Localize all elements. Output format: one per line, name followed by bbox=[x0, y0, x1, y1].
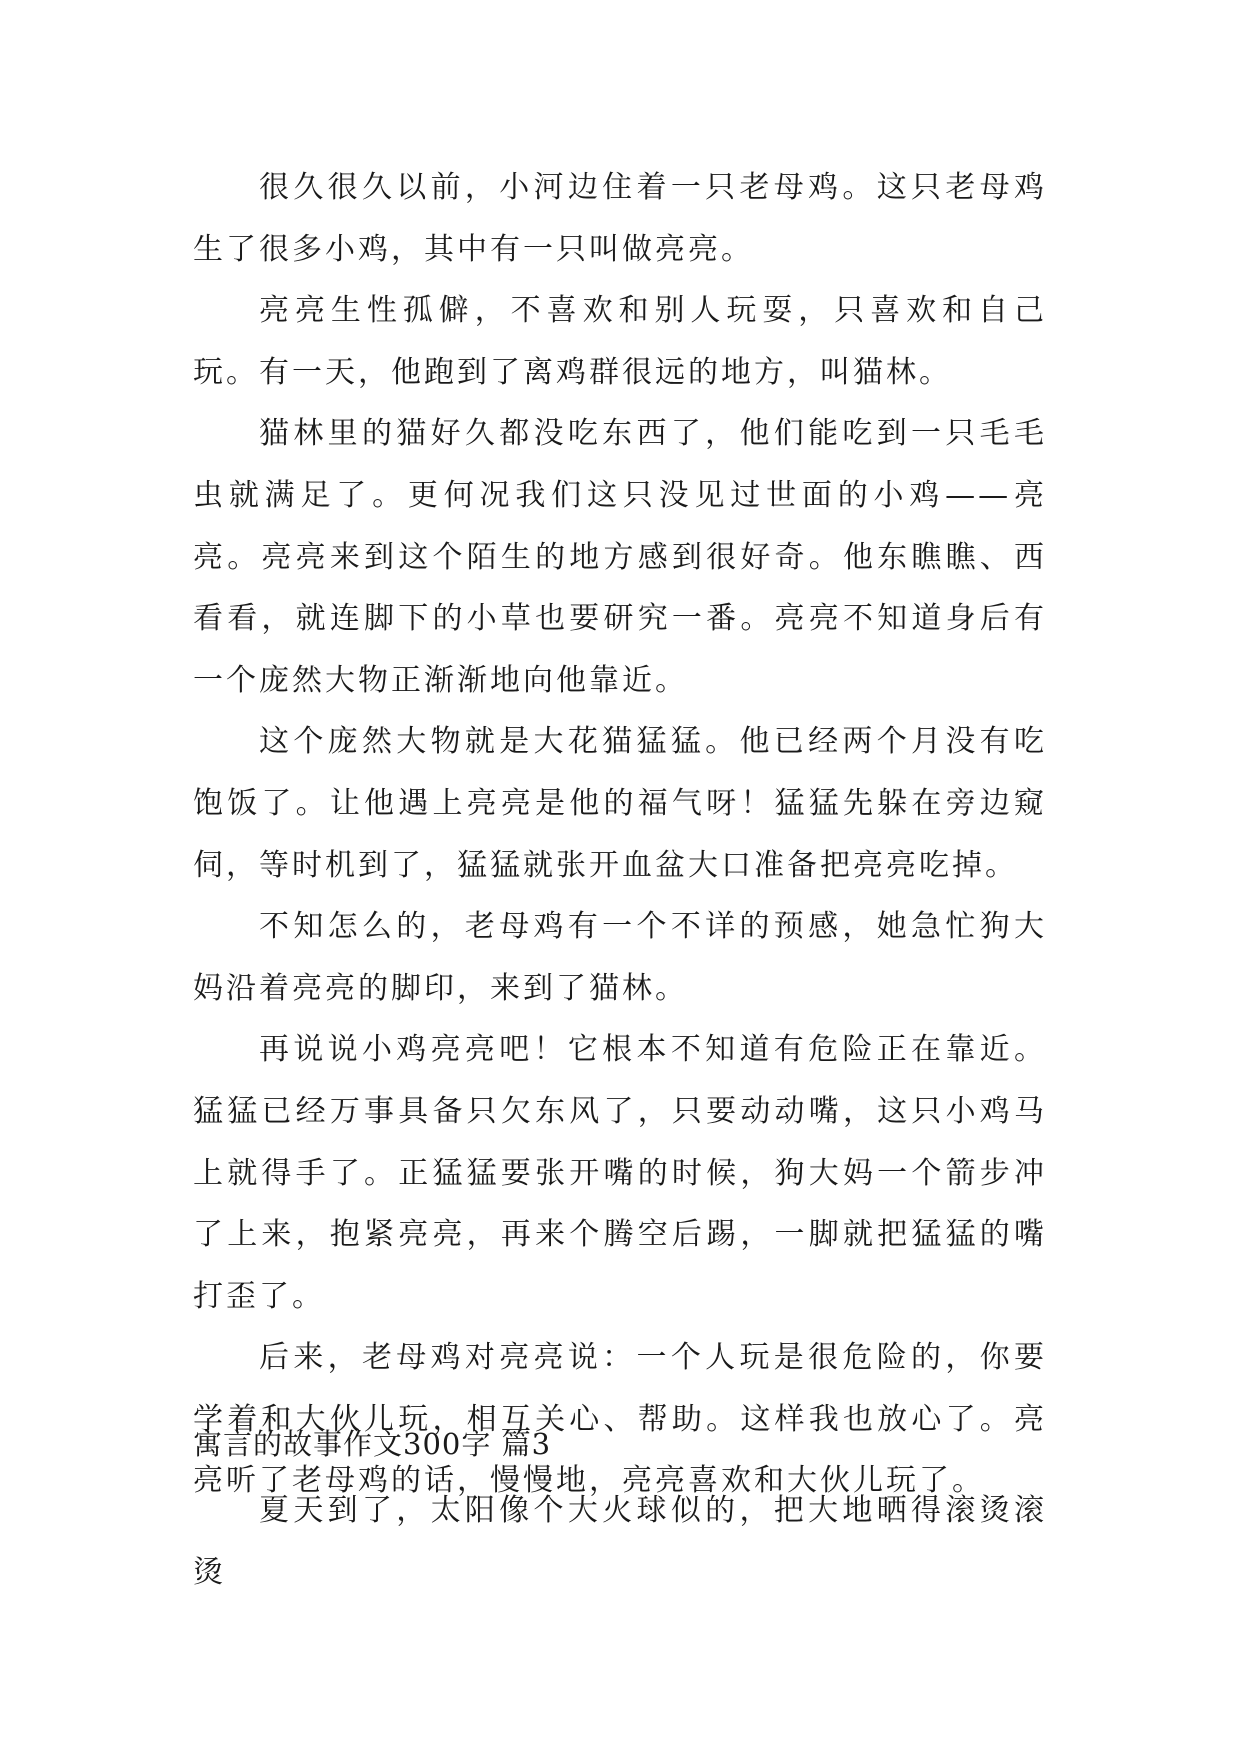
paragraph-7: 后来，老母鸡对亮亮说：一个人玩是很危险的，你要学着和大伙儿玩，相互关心、帮助。这样我也放心了。亮亮听了老母鸡的话，慢慢地，亮亮喜欢和大伙儿玩了。 bbox=[193, 1340, 1047, 1499]
paragraph-4: 这个庞然大物就是大花猫猛猛。他已经两个月没有吃饱饭了。让他遇上亮亮是他的福气呀！猛猛先躲在旁边窥伺，等时机到了，猛猛就张开血盆大口准备把亮亮吃掉。 bbox=[193, 724, 1047, 883]
paragraph-3: 猫林里的猫好久都没吃东西了，他们能吃到一只毛毛虫就满足了。更何况我们这只没见过世面的小鸡——亮亮。亮亮来到这个陌生的地方感到很好奇。他东瞧瞧、西看看，就连脚下的小草也要研究一番。亮亮不知道身后有一个庞然大物正渐渐地向他靠近。 bbox=[193, 416, 1047, 698]
section-heading: 寓言的故事作文300字 篇3 bbox=[193, 1427, 552, 1461]
paragraph-6: 再说说小鸡亮亮吧！它根本不知道有危险正在靠近。猛猛已经万事具备只欠东风了，只要动动嘴，这只小鸡马上就得手了。正猛猛要张开嘴的时候，狗大妈一个箭步冲了上来，抱紧亮亮，再来个腾空后踢，一脚就把猛猛的嘴打歪了。 bbox=[193, 1032, 1047, 1314]
paragraph-5: 不知怎么的，老母鸡有一个不详的预感，她急忙狗大妈沿着亮亮的脚印，来到了猫林。 bbox=[193, 909, 1047, 1006]
paragraph-1: 很久很久以前，小河边住着一只老母鸡。这只老母鸡生了很多小鸡，其中有一只叫做亮亮。 bbox=[193, 170, 1047, 267]
next-section-body bbox=[193, 1480, 1047, 1603]
paragraph-2: 亮亮生性孤僻，不喜欢和别人玩耍，只喜欢和自己玩。有一天，他跑到了离鸡群很远的地方，叫猫林。 bbox=[193, 293, 1047, 390]
paragraph-next: 夏天到了，太阳像个大火球似的，把大地晒得滚烫滚烫 bbox=[193, 1493, 1047, 1590]
story-body bbox=[193, 157, 1047, 1512]
